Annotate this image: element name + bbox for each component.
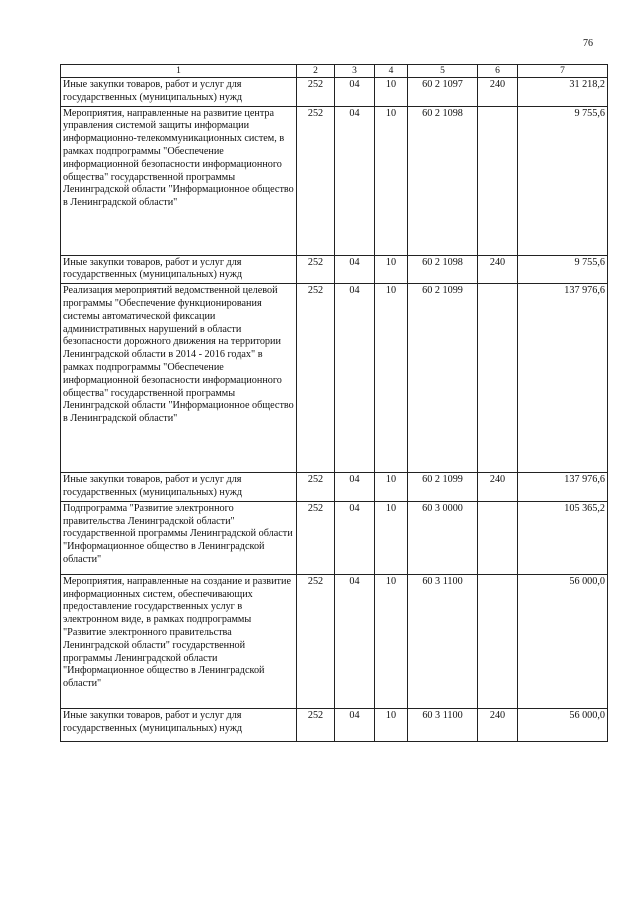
row-code-6 [478,574,518,708]
table-row [61,473,608,502]
row-code-4: 10 [375,501,408,574]
row-code-4: 10 [375,255,408,284]
row-code-3: 04 [335,473,375,502]
row-name: Реализация мероприятий ведомственной целевой программы "Обеспечение функционирования системы автоматической фиксации административных нарушений в области безопасности дорожного движения на территории Ленинградской области в 2014 - 2016 годах" в рамках подпрограммы "Обеспечение информационной безопасности информационного общества" государственной программы Ленинградской области "Информационное общество в Ленинградской области" [61,284,297,473]
row-code-2: 252 [297,574,335,708]
table-row [61,708,608,741]
column-header: 1 [61,65,297,78]
row-name: Иные закупки товаров, работ и услуг для государственных (муниципальных) нужд [61,255,297,284]
row-name: Иные закупки товаров, работ и услуг для государственных (муниципальных) нужд [61,708,297,741]
row-code-6: 240 [478,78,518,107]
row-code-6: 240 [478,255,518,284]
budget-table [60,64,608,742]
row-code-3: 04 [335,78,375,107]
row-code-5: 60 3 1100 [408,708,478,741]
column-header: 2 [297,65,335,78]
row-amount: 9 755,6 [518,255,608,284]
row-code-6 [478,284,518,473]
row-name: Иные закупки товаров, работ и услуг для государственных (муниципальных) нужд [61,78,297,107]
table-row [61,255,608,284]
table-row [61,106,608,255]
row-code-2: 252 [297,284,335,473]
row-amount: 137 976,6 [518,284,608,473]
row-code-2: 252 [297,255,335,284]
column-header: 3 [335,65,375,78]
row-code-4: 10 [375,473,408,502]
row-code-5: 60 3 0000 [408,501,478,574]
row-code-3: 04 [335,708,375,741]
row-code-6 [478,501,518,574]
column-number-row [61,65,608,78]
row-code-5: 60 2 1098 [408,255,478,284]
row-code-4: 10 [375,708,408,741]
column-header: 4 [375,65,408,78]
row-code-4: 10 [375,574,408,708]
row-amount: 137 976,6 [518,473,608,502]
row-code-4: 10 [375,78,408,107]
row-name: Мероприятия, направленные на создание и развитие информационных систем, обеспечивающих предоставление государственных услуг в электронном виде, в рамках подпрограммы "Развитие электронного правительства Ленинградской области" государственной программы Ленинградской области "Информационное общество в Ленинградской области" [61,574,297,708]
row-code-4: 10 [375,284,408,473]
row-code-6 [478,106,518,255]
table-row [61,501,608,574]
row-amount: 56 000,0 [518,574,608,708]
column-header: 7 [518,65,608,78]
row-code-4: 10 [375,106,408,255]
row-code-3: 04 [335,106,375,255]
row-code-2: 252 [297,708,335,741]
row-code-5: 60 2 1097 [408,78,478,107]
row-name: Иные закупки товаров, работ и услуг для государственных (муниципальных) нужд [61,473,297,502]
column-header: 5 [408,65,478,78]
row-code-2: 252 [297,473,335,502]
table-row [61,78,608,107]
row-code-2: 252 [297,78,335,107]
row-code-3: 04 [335,574,375,708]
row-name: Подпрограмма "Развитие электронного правительства Ленинградской области" государственной программы Ленинградской области "Информационное общество в Ленинградской области" [61,501,297,574]
row-code-3: 04 [335,284,375,473]
row-code-2: 252 [297,106,335,255]
row-amount: 105 365,2 [518,501,608,574]
row-amount: 9 755,6 [518,106,608,255]
row-code-5: 60 2 1098 [408,106,478,255]
row-code-6: 240 [478,708,518,741]
row-name: Мероприятия, направленные на развитие центра управления системой защиты информации информационно-телекоммуникационных систем, в рамках подпрограммы "Обеспечение информационной безопасности информационного общества" государственной программы Ленинградской области "Информационное общество в Ленинградской области" [61,106,297,255]
page-number: 76 [583,38,593,49]
row-code-5: 60 2 1099 [408,473,478,502]
row-code-6: 240 [478,473,518,502]
row-code-2: 252 [297,501,335,574]
row-code-5: 60 3 1100 [408,574,478,708]
table-row [61,574,608,708]
row-amount: 56 000,0 [518,708,608,741]
row-code-3: 04 [335,255,375,284]
column-header: 6 [478,65,518,78]
row-amount: 31 218,2 [518,78,608,107]
row-code-3: 04 [335,501,375,574]
table-row [61,284,608,473]
row-code-5: 60 2 1099 [408,284,478,473]
